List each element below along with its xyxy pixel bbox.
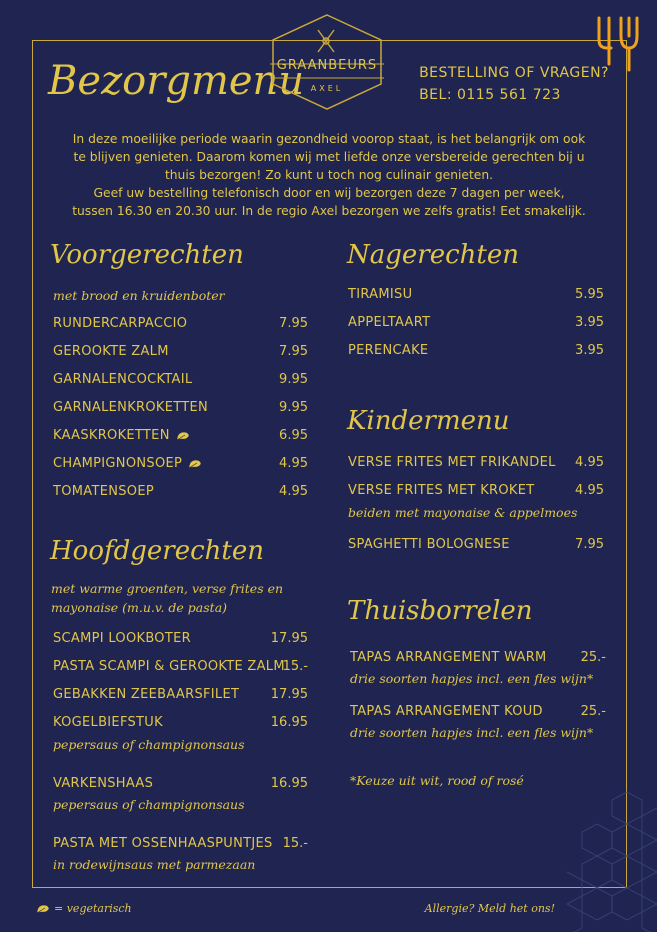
menu-item-price: 15.-: [282, 659, 308, 674]
intro-line: tussen 16.30 en 20.30 uur. In de regio Axel bezorgen we zelfs gratis! Eet smakelijk.: [72, 204, 586, 218]
section-title-kindermenu: Kindermenu: [347, 406, 510, 436]
menu-item-price: 7.95: [279, 344, 308, 359]
menu-item-name: GEBAKKEN ZEEBAARSFILET: [53, 687, 240, 702]
leaf-icon: [188, 459, 202, 469]
menu-item-name: TOMATENSOEP: [53, 484, 154, 499]
menu-item-name: SPAGHETTI BOLOGNESE: [348, 537, 510, 552]
menu-item-price: 16.95: [270, 776, 308, 791]
page-title: Bezorgmenu: [48, 58, 305, 104]
menu-item-name: RUNDERCARPACCIO: [53, 316, 188, 331]
menu-item-price: 9.95: [279, 372, 308, 387]
leaf-icon: [36, 904, 50, 914]
menu-item-price: 4.95: [575, 483, 604, 498]
logo-sub: AXEL: [310, 84, 344, 93]
hexagon-pattern-decoration: [567, 782, 657, 932]
intro-line: In deze moeilijke periode waarin gezondheid voorop staat, is het belangrijk om ook: [72, 132, 586, 146]
menu-item-name: PASTA SCAMPI & GEROOKTE ZALM: [53, 659, 285, 674]
menu-item-price: 7.95: [575, 537, 604, 552]
menu-item-price: 4.95: [279, 484, 308, 499]
leaf-icon: [176, 431, 190, 441]
menu-item-price: 25.-: [580, 650, 606, 665]
menu-item-price: 25.-: [580, 704, 606, 719]
section-title-nagerechten: Nagerechten: [347, 240, 519, 270]
menu-item-name: VERSE FRITES MET KROKET: [348, 483, 535, 498]
menu-item-name: VERSE FRITES MET FRIKANDEL: [348, 455, 556, 470]
logo-name: GRAANBEURS: [276, 58, 378, 73]
menu-item-price: 17.95: [270, 631, 308, 646]
menu-item-price: 17.95: [270, 687, 308, 702]
intro-line: thuis bezorgen! Zo kunt u toch nog culinair genieten.: [164, 168, 494, 182]
menu-item-champignonsoep: [53, 456, 202, 471]
menu-item-name: KOGELBIEFSTUK: [53, 715, 163, 730]
menu-item-name: TAPAS ARRANGEMENT KOUD: [350, 704, 543, 719]
menu-item-note: drie soorten hapjes incl. een fles wijn*: [350, 671, 594, 686]
intro-line: te blijven genieten. Daarom komen wij met liefde onze versbereide gerechten bij u: [73, 150, 585, 164]
menu-item-price: 3.95: [575, 315, 604, 330]
hoofdgerechten-subtitle: mayonaise (m.u.v. de pasta): [51, 600, 228, 615]
menu-item-note: beiden met mayonaise & appelmoes: [348, 505, 578, 520]
graanbeurs-logo: [268, 12, 386, 112]
menu-item-name: TIRAMISU: [348, 287, 413, 302]
menu-item-note: drie soorten hapjes incl. een fles wijn*: [350, 725, 594, 740]
fork-knife-icon: [318, 30, 334, 52]
menu-item-kaaskroketten: [53, 428, 190, 443]
vegetarian-legend: [36, 902, 132, 915]
hoofdgerechten-subtitle: met warme groenten, verse frites en: [51, 581, 284, 596]
voorgerechten-subtitle: met brood en kruidenboter: [53, 288, 225, 303]
section-title-hoofdgerechten: Hoofdgerechten: [50, 536, 264, 566]
menu-item-name: TAPAS ARRANGEMENT WARM: [350, 650, 547, 665]
menu-item-price: 15.-: [282, 836, 308, 851]
menu-item-name: PERENCAKE: [348, 343, 429, 358]
menu-item-price: 3.95: [575, 343, 604, 358]
menu-item-price: 7.95: [279, 316, 308, 331]
menu-item-price: 4.95: [279, 456, 308, 471]
section-title-voorgerechten: Voorgerechten: [50, 240, 244, 270]
contact-line-1: BESTELLING OF VRAGEN?: [419, 65, 609, 81]
section-title-thuisborrelen: Thuisborrelen: [347, 596, 533, 626]
intro-line: Geef uw bestelling telefonisch door en wij bezorgen deze 7 dagen per week,: [93, 186, 565, 200]
thuisborrelen-footnote: *Keuze uit wit, rood of rosé: [350, 773, 524, 788]
menu-item-price: 5.95: [575, 287, 604, 302]
allergy-note: Allergie? Meld het ons!: [424, 902, 555, 915]
menu-item-name: KAASKROKETTEN: [53, 428, 170, 443]
menu-item-name: VARKENSHAAS: [53, 776, 154, 791]
menu-item-name: CHAMPIGNONSOEP: [53, 456, 183, 471]
menu-item-name: SCAMPI LOOKBOTER: [53, 631, 191, 646]
menu-item-note: pepersaus of champignonsaus: [53, 797, 245, 812]
vegetarian-legend-text: = vegetarisch: [54, 902, 132, 915]
contact-info: [419, 62, 609, 106]
menu-item-name: PASTA MET OSSENHAASPUNTJES: [53, 836, 273, 851]
menu-item-price: 16.95: [270, 715, 308, 730]
menu-item-note: pepersaus of champignonsaus: [53, 737, 245, 752]
menu-item-note: in rodewijnsaus met parmezaan: [53, 857, 256, 872]
menu-item-price: 4.95: [575, 455, 604, 470]
menu-item-name: GARNALENKROKETTEN: [53, 400, 209, 415]
menu-item-name: APPELTAART: [348, 315, 431, 330]
contact-line-2: BEL: 0115 561 723: [419, 87, 561, 103]
menu-item-name: GARNALENCOCKTAIL: [53, 372, 193, 387]
corner-fork-logo-icon: [595, 14, 639, 74]
intro-text: [44, 130, 614, 220]
menu-item-name: GEROOKTE ZALM: [53, 344, 169, 359]
menu-item-price: 6.95: [279, 428, 308, 443]
menu-item-price: 9.95: [279, 400, 308, 415]
